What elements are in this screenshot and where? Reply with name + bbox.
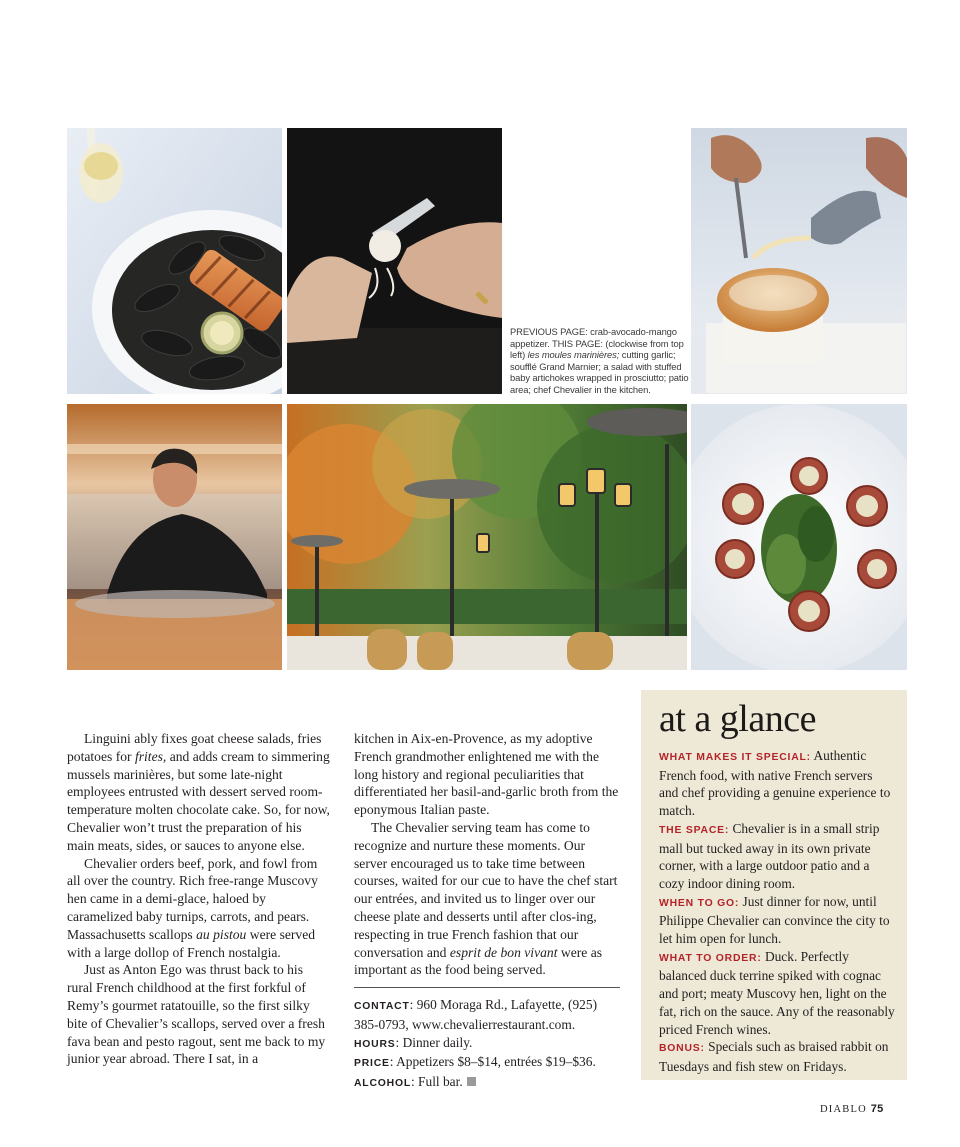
article-column-1 bbox=[67, 730, 330, 1068]
contact-label: CONTACT bbox=[354, 1001, 410, 1012]
glance-body bbox=[659, 747, 895, 1076]
paragraph: Just as Anton Ego was thrust back to his rural French childhood at the first forkful of Remy’s gourmet ratatouille, so the first silky bite of Chevalier’s scallops, served over a fresh fava bean and pesto ragout, sent me back to my junior year abroad. There I sat, in a bbox=[67, 962, 326, 1067]
at-a-glance-box bbox=[641, 690, 907, 1080]
paragraph-text: were served with a large dollop of French nostalgia. bbox=[67, 926, 316, 960]
italic-text: esprit de bon vivant bbox=[449, 944, 558, 960]
paragraph-text: Linguini ably fixes goat cheese salads, fries potatoes for bbox=[67, 731, 322, 764]
price-label: PRICE bbox=[354, 1058, 390, 1070]
glance-text: Specials such as braised rabbit on Tuesdays and fish stew on Fridays. bbox=[659, 1039, 889, 1074]
glance-text: Authentic French food, with native French servers and chef providing a genuine experience to match. bbox=[659, 748, 891, 819]
glance-label: WHAT TO ORDER: bbox=[659, 952, 762, 964]
info-divider bbox=[354, 987, 620, 988]
paragraph-text: Chevalier orders beef, pork, and fowl from all over the country. Rich free-range Muscovy hen came in a demi-glace, haloed by caramelized baby turnips, carrots, and pears. Massachusetts scallops bbox=[67, 855, 318, 942]
price-value: : Appetizers $8–$14, entrées $19–$36. bbox=[389, 1054, 596, 1070]
souffle-photo bbox=[691, 128, 907, 394]
paragraph-text: The Chevalier serving team has come to recognize and nurture these moments. Our server encouraged us to take time between courses, waited for our cue to have the chef start our entrées, and invited us to linger over our cheese plate and desserts until after clos-ing, respecting in true French fashion that our conversation and bbox=[354, 819, 618, 960]
glance-item-space bbox=[659, 820, 895, 893]
mussels-photo bbox=[67, 128, 282, 394]
contact-value: : 960 Moraga Rd., Lafayette, (925) 385-0793, www.chevalierrestaurant.com. bbox=[354, 997, 598, 1032]
hours-value: : Dinner daily. bbox=[395, 1034, 473, 1050]
restaurant-info bbox=[354, 996, 624, 1093]
paragraph-text: were as important as the food being served. bbox=[354, 944, 603, 978]
magazine-name: DIABLO bbox=[820, 1104, 867, 1115]
glance-title: at a glance bbox=[659, 698, 816, 740]
article-column-2 bbox=[354, 730, 619, 979]
caption-italic: les moules marinières; bbox=[527, 349, 620, 361]
paragraph bbox=[67, 855, 330, 962]
italic-text: au pistou bbox=[196, 926, 247, 942]
glance-label: WHAT MAKES IT SPECIAL: bbox=[659, 752, 811, 763]
photo-caption bbox=[510, 326, 690, 396]
glance-label: WHEN TO GO: bbox=[659, 897, 740, 909]
alcohol-label: ALCOHOL bbox=[354, 1078, 411, 1090]
caption-text-start: PREVIOUS PAGE: crab-avocado-mango appetizer. THIS PAGE: (clockwise from top left) bbox=[510, 326, 684, 361]
page-folio bbox=[820, 1103, 884, 1115]
glance-text: Duck. Perfectly balanced duck terrine spiked with cognac and port; meaty Muscovy hen, light on the fat, rich on the sauce. Any of the reasonably priced French wines. bbox=[659, 948, 895, 1037]
glance-item-order bbox=[659, 948, 895, 1039]
alcohol-value: : Full bar. bbox=[410, 1074, 463, 1090]
end-mark-icon bbox=[467, 1077, 476, 1086]
caption-text-end: cutting garlic; soufflé Grand Marnier; a salad with stuffed baby artichokes wrapped in prosciutto; patio area; chef Chevalier in the kitchen. bbox=[510, 349, 689, 395]
patio-photo bbox=[287, 404, 687, 670]
alcohol-line bbox=[354, 1073, 624, 1093]
glance-item-when bbox=[659, 893, 895, 948]
paragraph bbox=[67, 730, 330, 855]
glance-text: Just dinner for now, until Philippe Chevalier can convince the city to let him open for lunch. bbox=[659, 893, 890, 947]
glance-item-bonus bbox=[659, 1038, 895, 1075]
paragraph-text: and adds cream to simmering mussels marinières, but some late-night employees entrusted with dessert served room-temperature molten chocolate cake. So, for now, Chevalier won’t trust the preparation of his main meats, sides, or sauces to anyone else. bbox=[67, 748, 330, 853]
contact-line bbox=[354, 996, 624, 1034]
glance-text: Chevalier is in a small strip mall but tucked away in its own private corner, with a large outdoor patio and a cozy indoor dining room. bbox=[659, 820, 880, 891]
price-line bbox=[354, 1053, 624, 1073]
artichoke-salad-photo bbox=[691, 404, 907, 670]
glance-label: THE SPACE: bbox=[659, 824, 730, 836]
hours-label: HOURS bbox=[354, 1038, 396, 1050]
page-number: 75 bbox=[870, 1103, 884, 1115]
cutting-garlic-photo bbox=[287, 128, 502, 394]
paragraph: kitchen in Aix-en-Provence, as my adoptive French grandmother enlightened me with the long history and regional peculiarities that differentiated her basil-and-garlic broth from the eponymous Italian paste. bbox=[354, 731, 619, 818]
chef-photo bbox=[67, 404, 282, 670]
italic-text: frites, bbox=[134, 748, 167, 764]
glance-item-special bbox=[659, 747, 895, 820]
paragraph bbox=[354, 819, 619, 979]
hours-line bbox=[354, 1034, 624, 1054]
glance-label: BONUS: bbox=[659, 1043, 705, 1055]
